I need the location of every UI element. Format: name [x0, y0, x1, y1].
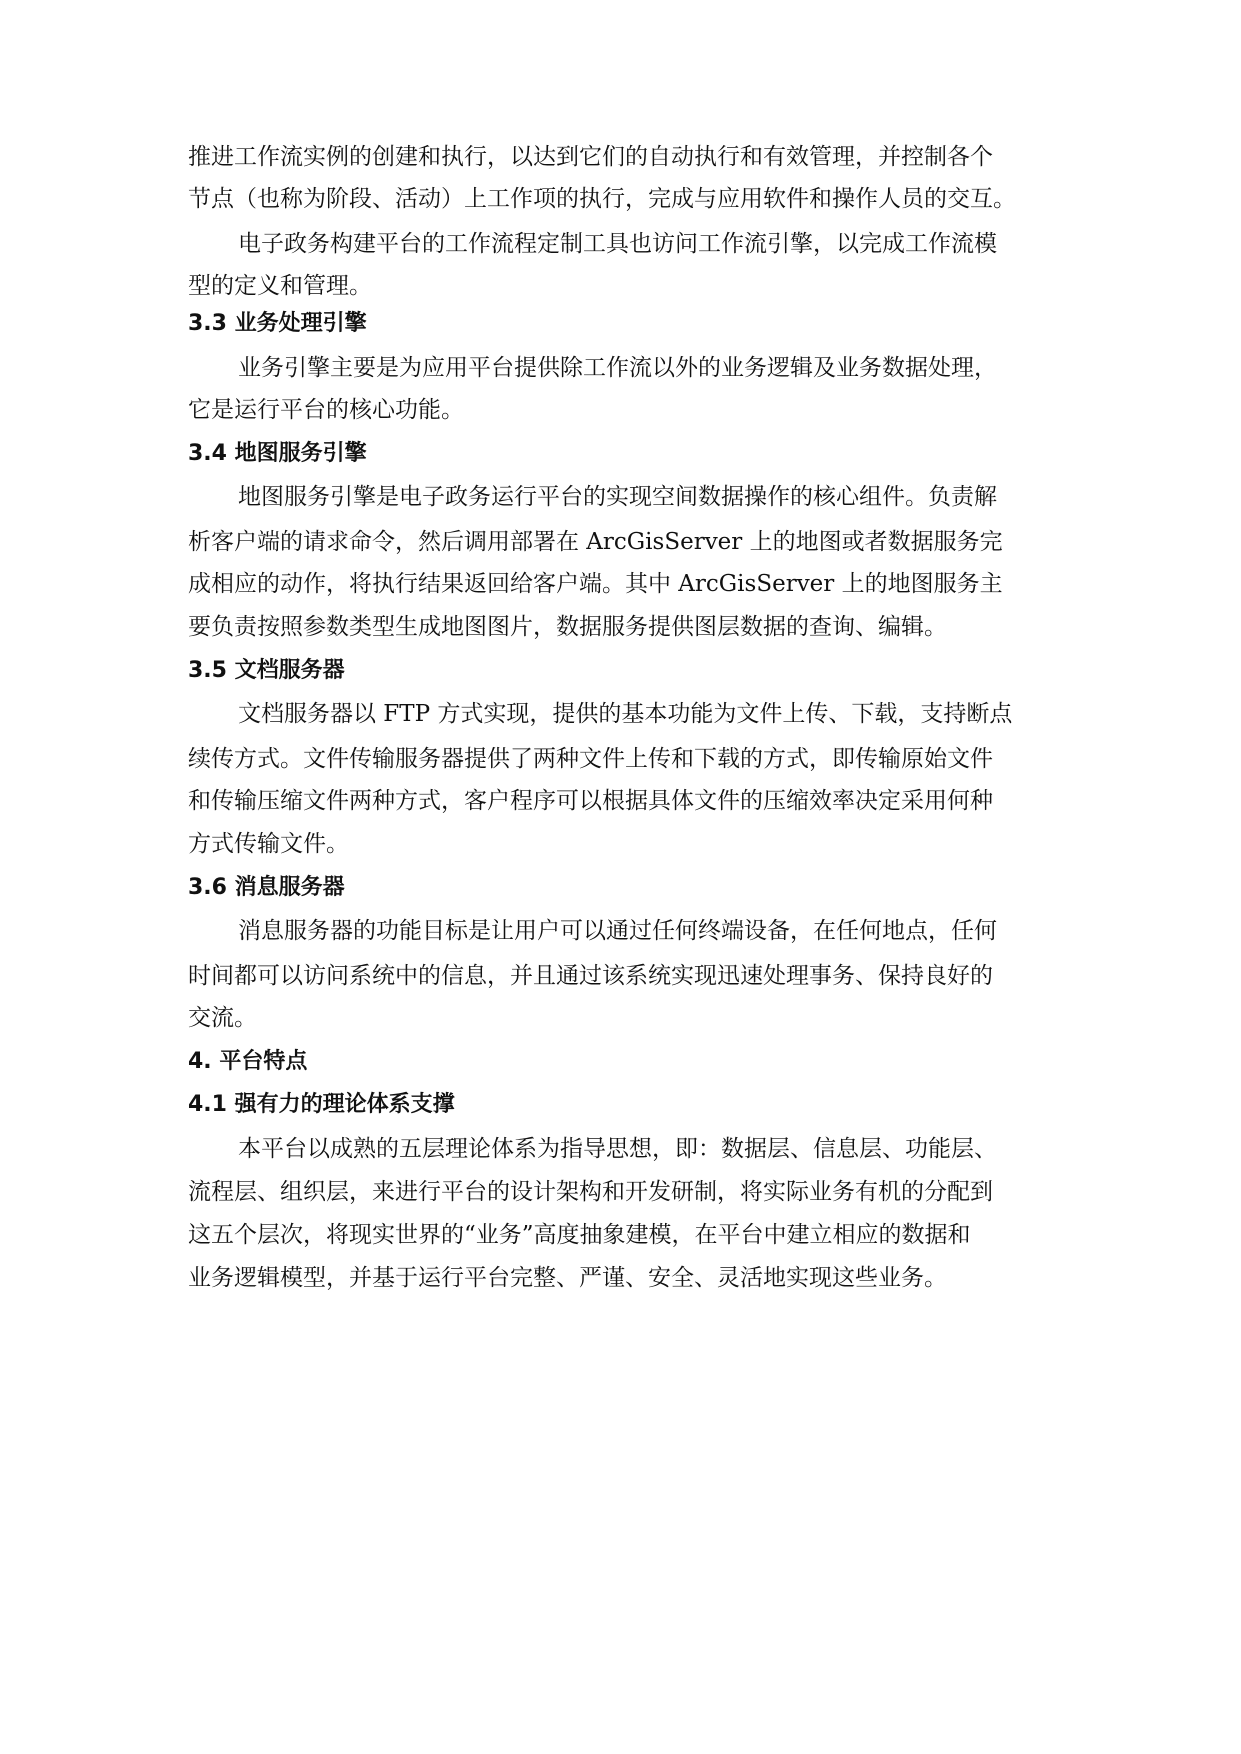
paragraph-line: 要负责按照参数类型生成地图图片，数据服务提供图层数据的查询、编辑。 [188, 614, 947, 640]
paragraph-line: 时间都可以访问系统中的信息，并且通过该系统实现迅速处理事务、保持良好的 [188, 963, 993, 989]
paragraph-line: 地图服务引擎是电子政务运行平台的实现空间数据操作的核心组件。负责解 [238, 484, 997, 510]
paragraph-line: 流程层、组织层，来进行平台的设计架构和开发研制，将实际业务有机的分配到 [188, 1179, 993, 1205]
paragraph-line: 业务逻辑模型，并基于运行平台完整、严谨、安全、灵活地实现这些业务。 [188, 1265, 947, 1291]
paragraph-line: 型的定义和管理。 [188, 273, 372, 299]
paragraph-line: 推进工作流实例的创建和执行，以达到它们的自动执行和有效管理，并控制各个 [188, 144, 993, 170]
section-heading-4: 4. 平台特点 [188, 1049, 308, 1074]
section-heading-3-3: 3.3 业务处理引擎 [188, 311, 367, 336]
section-heading-4-1: 4.1 强有力的理论体系支撑 [188, 1092, 455, 1117]
section-heading-3-5: 3.5 文档服务器 [188, 658, 345, 683]
paragraph-line: 电子政务构建平台的工作流程定制工具也访问工作流引擎，以完成工作流模 [238, 231, 997, 257]
paragraph-line: 消息服务器的功能目标是让用户可以通过任何终端设备，在任何地点，任何 [238, 918, 997, 944]
paragraph-line: 成相应的动作，将执行结果返回给客户端。其中 ArcGisServer 上的地图服务主 [188, 571, 1003, 597]
section-heading-3-4: 3.4 地图服务引擎 [188, 441, 367, 466]
paragraph-line: 文档服务器以 FTP 方式实现，提供的基本功能为文件上传、下载，支持断点 [238, 701, 1013, 727]
paragraph-line: 节点（也称为阶段、活动）上工作项的执行，完成与应用软件和操作人员的交互。 [188, 186, 1016, 212]
paragraph-line: 方式传输文件。 [188, 831, 349, 857]
paragraph-line: 它是运行平台的核心功能。 [188, 397, 464, 423]
paragraph-line: 析客户端的请求命令，然后调用部署在 ArcGisServer 上的地图或者数据服务完 [188, 529, 1003, 555]
paragraph-line: 这五个层次，将现实世界的“业务”高度抽象建模，在平台中建立相应的数据和 [188, 1222, 971, 1248]
paragraph-line: 交流。 [188, 1005, 257, 1031]
section-heading-3-6: 3.6 消息服务器 [188, 875, 345, 900]
paragraph-line: 和传输压缩文件两种方式，客户程序可以根据具体文件的压缩效率决定采用何种 [188, 788, 993, 814]
paragraph-line: 本平台以成熟的五层理论体系为指导思想，即：数据层、信息层、功能层、 [238, 1136, 997, 1162]
paragraph-line: 续传方式。文件传输服务器提供了两种文件上传和下载的方式，即传输原始文件 [188, 746, 993, 772]
paragraph-line: 业务引擎主要是为应用平台提供除工作流以外的业务逻辑及业务数据处理， [238, 355, 997, 381]
